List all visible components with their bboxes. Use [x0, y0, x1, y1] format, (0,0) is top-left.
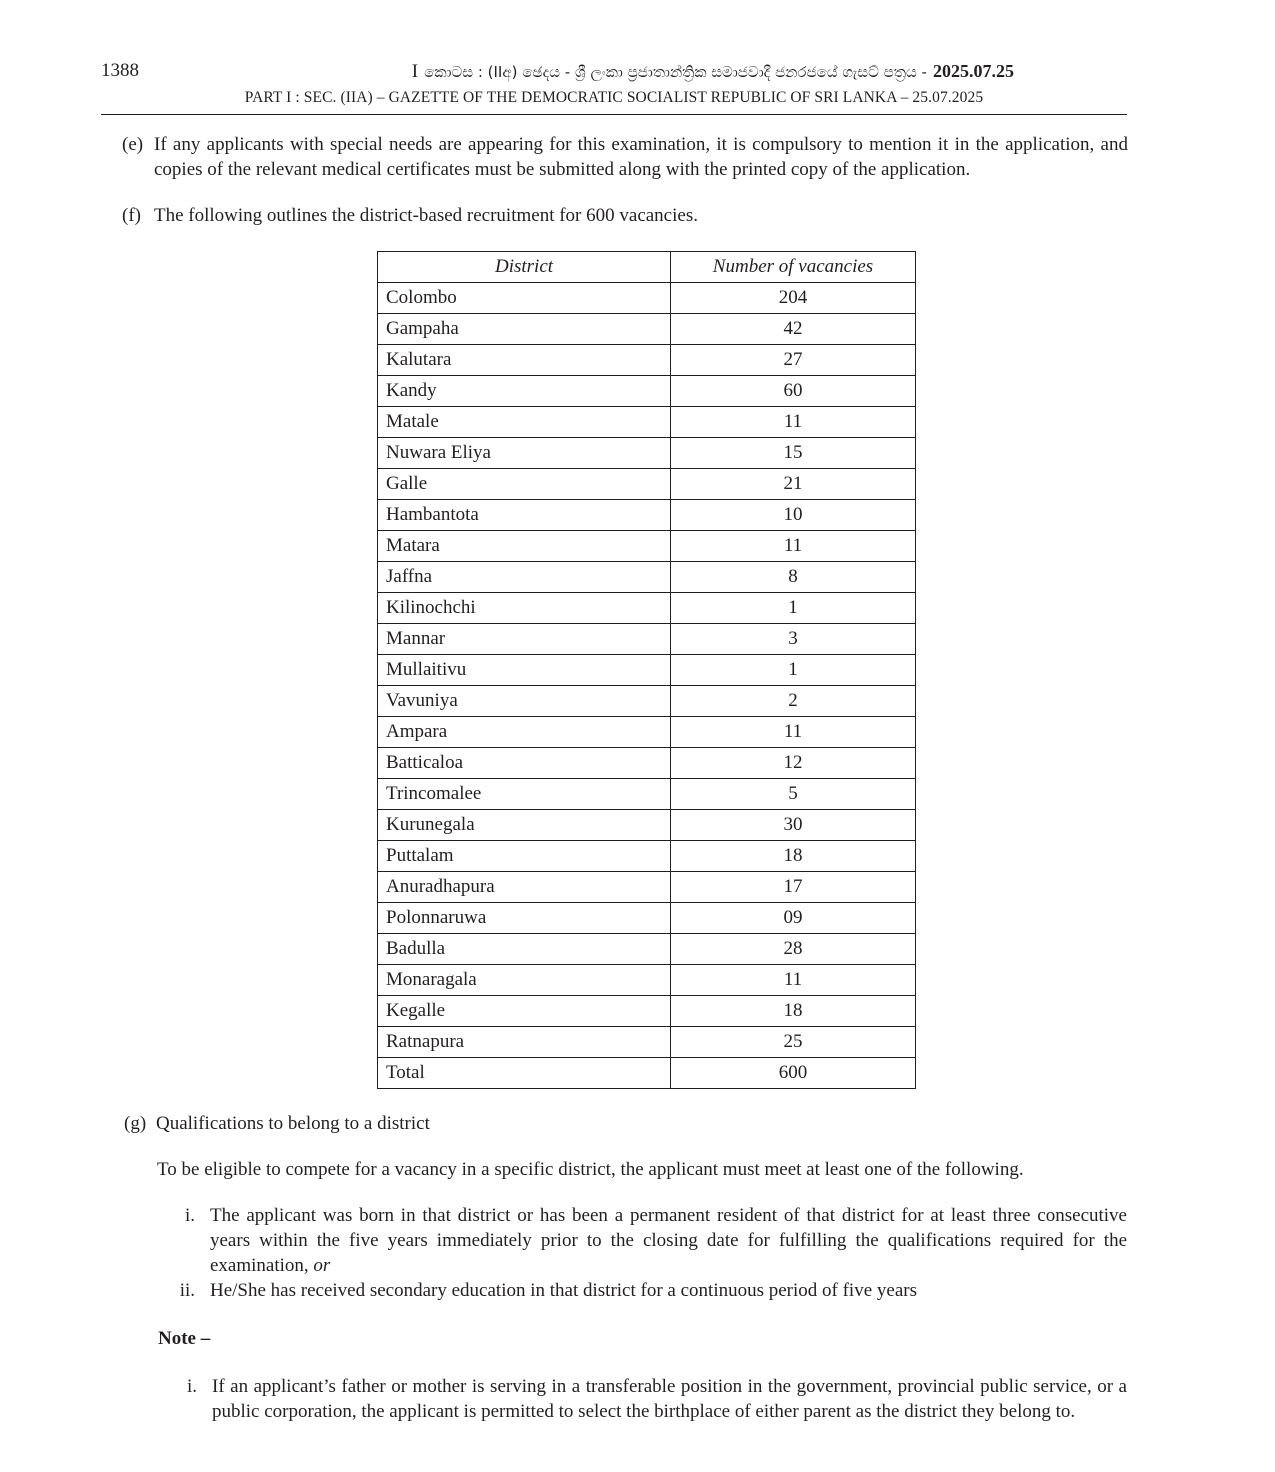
table-row: [378, 748, 916, 779]
district-cell: Matara: [378, 531, 671, 562]
vacancies-cell: 11: [671, 965, 916, 996]
paragraph-g-intro: To be eligible to compete for a vacancy in a specific district, the applicant must meet at least one of the following.: [157, 1159, 1024, 1180]
header-rule: [101, 114, 1127, 115]
district-cell: Matale: [378, 407, 671, 438]
vacancies-cell: 42: [671, 314, 916, 345]
vacancies-cell: 204: [671, 283, 916, 314]
header-sinhala-title: කොටස : (IIඅ) ඡෙදය - ශ්‍රී ලංකා ප්‍රජාතාන්ත්‍රික සමාජවාදී ජනරජයේ ගැසට් පත්‍රය -: [424, 63, 927, 81]
district-cell: Badulla: [378, 934, 671, 965]
paragraph-g-marker: (g): [124, 1113, 147, 1134]
vacancies-cell: 8: [671, 562, 916, 593]
list-item: [167, 1203, 1127, 1278]
vacancies-cell: 21: [671, 469, 916, 500]
header-sinhala-date: 2025.07.25: [933, 61, 1014, 81]
district-cell: Kilinochchi: [378, 593, 671, 624]
vacancies-cell: 27: [671, 345, 916, 376]
vacancies-cell: 12: [671, 748, 916, 779]
paragraph-f-text: The following outlines the district-based recruitment for 600 vacancies.: [154, 205, 698, 226]
vacancies-cell: 5: [671, 779, 916, 810]
district-cell: Colombo: [378, 283, 671, 314]
vacancies-cell: 17: [671, 872, 916, 903]
list-item-number: ii.: [179, 1280, 195, 1301]
page-number: 1388: [101, 60, 139, 81]
paragraph-f: [122, 203, 1128, 228]
district-cell: Hambantota: [378, 500, 671, 531]
table-row: [378, 717, 916, 748]
column-header-district: District: [378, 252, 671, 283]
vacancies-cell: 25: [671, 1027, 916, 1058]
table-row: [378, 655, 916, 686]
list-item: [169, 1374, 1127, 1424]
table-row: [378, 841, 916, 872]
table-row: [378, 531, 916, 562]
table-header-row: [378, 252, 916, 283]
list-item-text: He/She has received secondary education in that district for a continuous period of five years: [210, 1280, 917, 1301]
column-header-vacancies: Number of vacancies: [671, 252, 916, 283]
list-item-text: If an applicant’s father or mother is serving in a transferable position in the government, provincial public service, or a public corporation, the applicant is permitted to select the birthplace of either parent as the district they belong to.: [212, 1376, 1127, 1422]
paragraph-f-marker: (f): [122, 205, 141, 226]
district-cell: Monaragala: [378, 965, 671, 996]
vacancies-cell: 18: [671, 841, 916, 872]
paragraph-g-title: Qualifications to belong to a district: [156, 1113, 430, 1134]
district-cell: Kurunegala: [378, 810, 671, 841]
district-cell: Galle: [378, 469, 671, 500]
district-cell: Kandy: [378, 376, 671, 407]
table-row: [378, 345, 916, 376]
header-english: PART I : SEC. (IIA) – GAZETTE OF THE DEMOCRATIC SOCIALIST REPUBLIC OF SRI LANKA – 25.07.2025: [244, 89, 984, 106]
district-cell: Jaffna: [378, 562, 671, 593]
district-cell: Polonnaruwa: [378, 903, 671, 934]
list-item-text: The applicant was born in that district or has been a permanent resident of that district for at least three consecutive years within the five years immediately prior to the closing date for fulfilling the qualifications required for the examination, or: [210, 1205, 1127, 1276]
table-row: [378, 779, 916, 810]
table-row: [378, 314, 916, 345]
district-cell: Ampara: [378, 717, 671, 748]
table-row: [378, 965, 916, 996]
paragraph-e-marker: (e): [122, 134, 144, 155]
vacancies-cell: 10: [671, 500, 916, 531]
vacancies-cell: 2: [671, 686, 916, 717]
district-cell: Puttalam: [378, 841, 671, 872]
vacancies-cell: 11: [671, 531, 916, 562]
district-cell: Nuwara Eliya: [378, 438, 671, 469]
vacancies-cell: 28: [671, 934, 916, 965]
district-cell: Mullaitivu: [378, 655, 671, 686]
list-item-suffix: or: [313, 1255, 331, 1276]
district-cell: Ratnapura: [378, 1027, 671, 1058]
paragraph-g: [124, 1111, 1124, 1136]
table-total-row: [378, 1058, 916, 1089]
district-cell: Anuradhapura: [378, 872, 671, 903]
vacancies-cell: 1: [671, 593, 916, 624]
table-row: [378, 407, 916, 438]
paragraph-e: [122, 132, 1128, 182]
table-row: [378, 376, 916, 407]
header-sinhala: [214, 60, 1014, 83]
table-row: [378, 624, 916, 655]
vacancies-cell: 11: [671, 407, 916, 438]
vacancies-cell: 60: [671, 376, 916, 407]
paragraph-e-text: If any applicants with special needs are appearing for this examination, it is compulsory to mention it in the application, and copies of the relevant medical certificates must be submitted along with the printed copy of the application.: [154, 134, 1128, 180]
table-row: [378, 996, 916, 1027]
vacancies-cell: 30: [671, 810, 916, 841]
qualification-list: [167, 1203, 1127, 1303]
table-row: [378, 500, 916, 531]
district-cell: Batticaloa: [378, 748, 671, 779]
table-row: [378, 903, 916, 934]
vacancies-cell: 18: [671, 996, 916, 1027]
table-row: [378, 593, 916, 624]
district-cell: Mannar: [378, 624, 671, 655]
district-cell: Kalutara: [378, 345, 671, 376]
vacancies-cell: 09: [671, 903, 916, 934]
table-row: [378, 872, 916, 903]
list-item-number: i.: [186, 1376, 197, 1397]
list-item-number: i.: [184, 1205, 195, 1226]
table-row: [378, 934, 916, 965]
note-title: Note –: [158, 1328, 211, 1349]
vacancies-cell: 15: [671, 438, 916, 469]
table-row: [378, 562, 916, 593]
district-vacancies-table: [377, 251, 916, 1089]
total-value: 600: [671, 1058, 916, 1089]
district-cell: Gampaha: [378, 314, 671, 345]
header-sinhala-prefix: I: [411, 61, 419, 82]
vacancies-cell: 3: [671, 624, 916, 655]
table-row: [378, 283, 916, 314]
table-row: [378, 469, 916, 500]
district-cell: Trincomalee: [378, 779, 671, 810]
list-item: [167, 1278, 1127, 1303]
note-list: [169, 1374, 1127, 1424]
district-cell: Kegalle: [378, 996, 671, 1027]
table-row: [378, 686, 916, 717]
table-row: [378, 438, 916, 469]
total-label: Total: [378, 1058, 671, 1089]
table-row: [378, 1027, 916, 1058]
vacancies-cell: 11: [671, 717, 916, 748]
table-row: [378, 810, 916, 841]
vacancies-cell: 1: [671, 655, 916, 686]
district-cell: Vavuniya: [378, 686, 671, 717]
